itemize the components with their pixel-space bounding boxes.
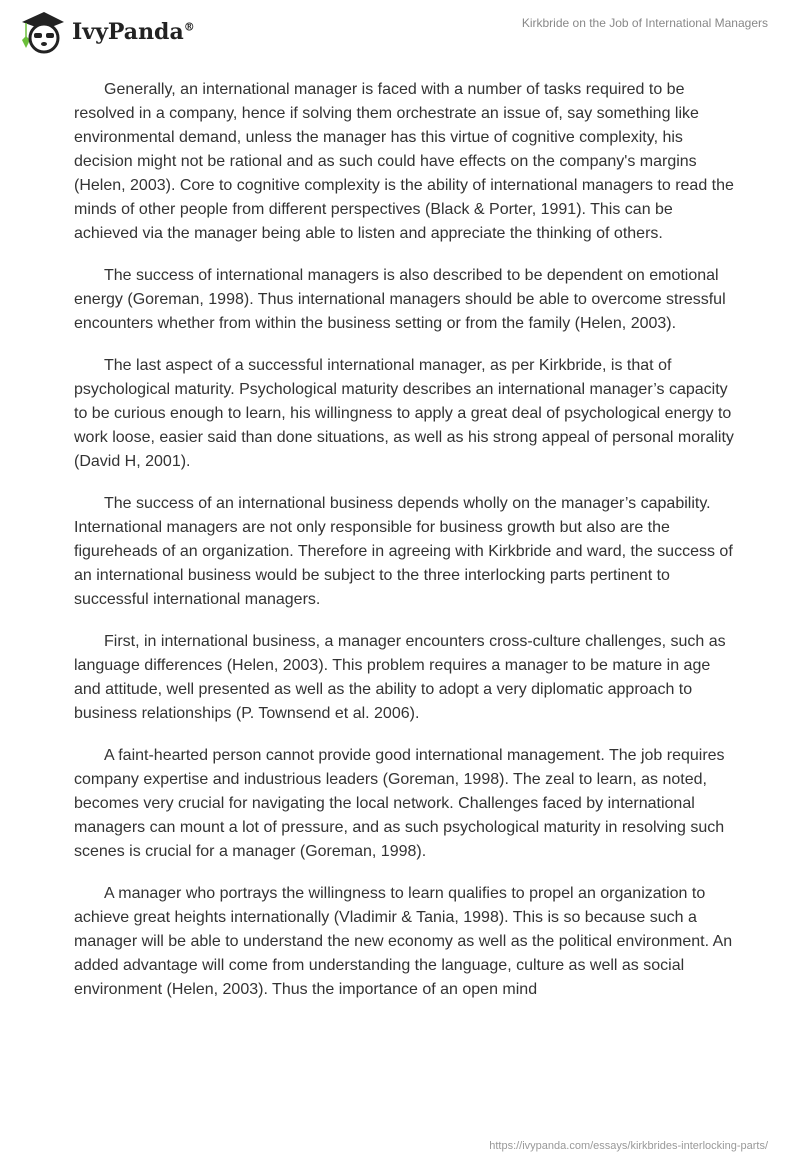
paragraph: The success of an international business depends wholly on the manager’s capability. International managers are not only responsible for business growth but also are the figureheads of an organization. Therefore in agreeing with Kirkbride and ward, the success of an international business would be subject to the three interlocking parts pertinent to successful international managers.	[74, 495, 733, 608]
paragraph: First, in international business, a manager encounters cross-culture challenges, such as language differences (Helen, 2003). This problem requires a manager to be mature in age and attitude, well presented as well as the ability to adopt a very diplomatic approach to business relationships (P. Townsend et al. 2006).	[74, 633, 726, 722]
document-title: Kirkbride on the Job of International Managers	[521, 16, 768, 30]
header	[0, 0, 800, 60]
source-url-link[interactable]: https://ivypanda.com/essays/kirkbrides-interlocking-parts/	[489, 1140, 768, 1152]
logo-text: IvyPanda®	[72, 19, 195, 45]
paragraph: The success of international managers is also described to be dependent on emotional energy (Goreman, 1998). Thus international managers should be able to overcome stressful encounters whether from within the business setting or from the family (Helen, 2003).	[74, 267, 726, 332]
paragraph: A faint-hearted person cannot provide good international management. The job requires company expertise and industrious leaders (Goreman, 1998). The zeal to learn, as noted, becomes very crucial for navigating the local network. Challenges faced by international managers can mount a lot of pressure, and as such psychological maturity in resolving such scenes is crucial for a manager (Goreman, 1998).	[74, 747, 725, 860]
paragraph: A manager who portrays the willingness to learn qualifies to propel an organization to achieve great heights internationally (Vladimir & Tania, 1998). This is so because such a manager will be able to understand the new economy as well as the political environment. An added advantage will come from understanding the language, culture as well as social environment (Helen, 2003). Thus the importance of an open mind	[74, 885, 733, 998]
essay-body	[74, 78, 734, 1020]
panda-logo-icon	[18, 10, 66, 54]
paragraph: The last aspect of a successful international manager, as per Kirkbride, is that of psychological maturity. Psychological maturity describes an international manager’s capacity to be curious enough to learn, his willingness to apply a great deal of psychological energy to work loose, easier said than done situations, as well as his strong appeal of personal morality (David H, 2001).	[74, 357, 734, 470]
logo[interactable]	[18, 10, 195, 54]
paragraph: Generally, an international manager is faced with a number of tasks required to be resolved in a company, hence if solving them orchestrate an issue of, say something like environmental demand, unless the manager has this virtue of cognitive complexity, his decision might not be rational and as such could have effects on the company's margins (Helen, 2003). Core to cognitive complexity is the ability of international managers to read the minds of other people from different perspectives (Black & Porter, 1991). This can be achieved via the manager being able to listen and appreciate the thinking of others.	[74, 81, 734, 242]
